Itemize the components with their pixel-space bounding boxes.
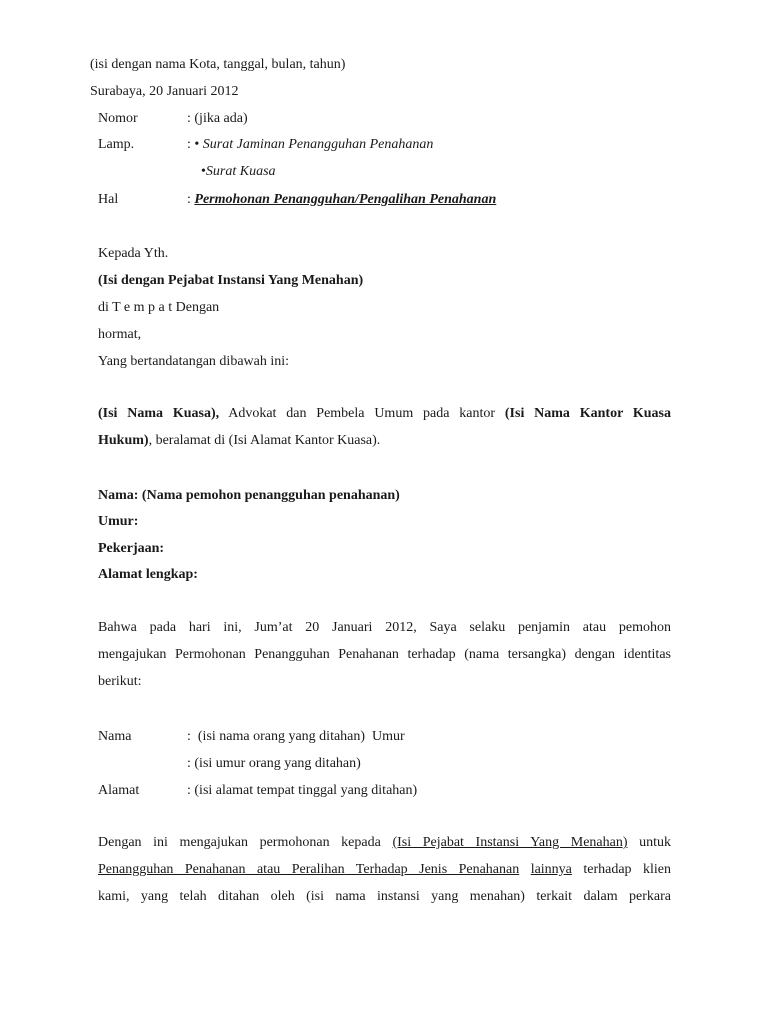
- tersangka-alamat-value: : (isi alamat tempat tinggal yang ditahan): [187, 783, 418, 798]
- kuasa-office-1: (Isi Nama Kantor Kuasa: [504, 406, 672, 421]
- bullet-icon: •: [201, 164, 206, 179]
- closing-penangguhan: Penangguhan Penahanan atau Peralihan Terhadap Jenis Penahanan: [98, 862, 520, 877]
- hormat: hormat,: [98, 327, 142, 342]
- tersangka-umur-value: : (isi umur orang yang ditahan): [187, 756, 361, 771]
- closing-line-3: kami, yang telah ditahan oleh (isi nama instansi yang menahan) terkait dalam perkara: [98, 889, 671, 904]
- lamp-first-item: [187, 136, 433, 154]
- kuasa-name: (Isi Nama Kuasa),: [98, 406, 220, 421]
- closing-official: (Isi Pejabat Instansi Yang Menahan): [392, 835, 628, 850]
- kuasa-address: , beralamat di (Isi Alamat Kantor Kuasa).: [148, 433, 381, 448]
- hal-line: [187, 191, 496, 209]
- kepada-yth: Kepada Yth.: [98, 246, 169, 261]
- kuasa-text-1: Advokat dan Pembela Umum pada kantor: [228, 406, 496, 421]
- closing-terhadap: terhadap klien: [583, 862, 671, 877]
- kuasa-line-1: [98, 400, 671, 427]
- bahwa-line-1: Bahwa pada hari ini, Jum’at 20 Januari 2012, Saya selaku penjamin atau pemohon: [98, 620, 671, 635]
- kuasa-line-2: [98, 427, 671, 454]
- lamp-second-item: [201, 163, 276, 181]
- di-tempat: di T e m p a t Dengan: [98, 300, 220, 315]
- tersangka-nama-value: : (isi nama orang yang ditahan) Umur: [187, 729, 405, 744]
- pemohon-nama: Nama: (Nama pemohon penangguhan penahanan): [98, 488, 400, 503]
- city-date: Surabaya, 20 Januari 2012: [90, 84, 239, 99]
- pemohon-alamat: Alamat lengkap:: [98, 567, 198, 582]
- kuasa-office-2: Hukum): [98, 433, 149, 448]
- hal-subject: Permohonan Penangguhan/Pengalihan Penahanan: [194, 192, 497, 207]
- tersangka-nama-label: Nama: [98, 729, 132, 744]
- nomor-label: Nomor: [98, 111, 138, 126]
- lamp-label: Lamp.: [98, 137, 135, 152]
- bahwa-line-3: berikut:: [98, 674, 142, 689]
- hal-label: Hal: [98, 192, 119, 207]
- lamp-item-surat-kuasa: Surat Kuasa: [205, 164, 276, 179]
- pemohon-umur: Umur:: [98, 514, 139, 529]
- nomor-value: : (jika ada): [187, 111, 248, 126]
- closing-text-1: Dengan ini mengajukan permohonan kepada: [98, 835, 381, 850]
- hal-colon: :: [187, 192, 191, 207]
- tersangka-alamat-label: Alamat: [98, 783, 140, 798]
- bahwa-line-2: mengajukan Permohonan Penangguhan Penahanan terhadap (nama tersangka) dengan identitas: [98, 647, 671, 662]
- closing-line-2: [98, 856, 671, 883]
- intro-line: Yang bertandatangan dibawah ini:: [98, 354, 290, 369]
- pemohon-pekerjaan: Pekerjaan:: [98, 541, 165, 556]
- closing-untuk: untuk: [639, 835, 672, 850]
- recipient-official: (Isi dengan Pejabat Instansi Yang Menahan): [98, 273, 364, 288]
- closing-line-1: [98, 829, 671, 856]
- lamp-item-surat-jaminan: Surat Jaminan Penangguhan Penahanan: [202, 137, 434, 152]
- closing-lainnya: lainnya: [530, 862, 572, 877]
- date-instruction: (isi dengan nama Kota, tanggal, bulan, tahun): [90, 57, 346, 72]
- lamp-prefix: : •: [187, 137, 200, 152]
